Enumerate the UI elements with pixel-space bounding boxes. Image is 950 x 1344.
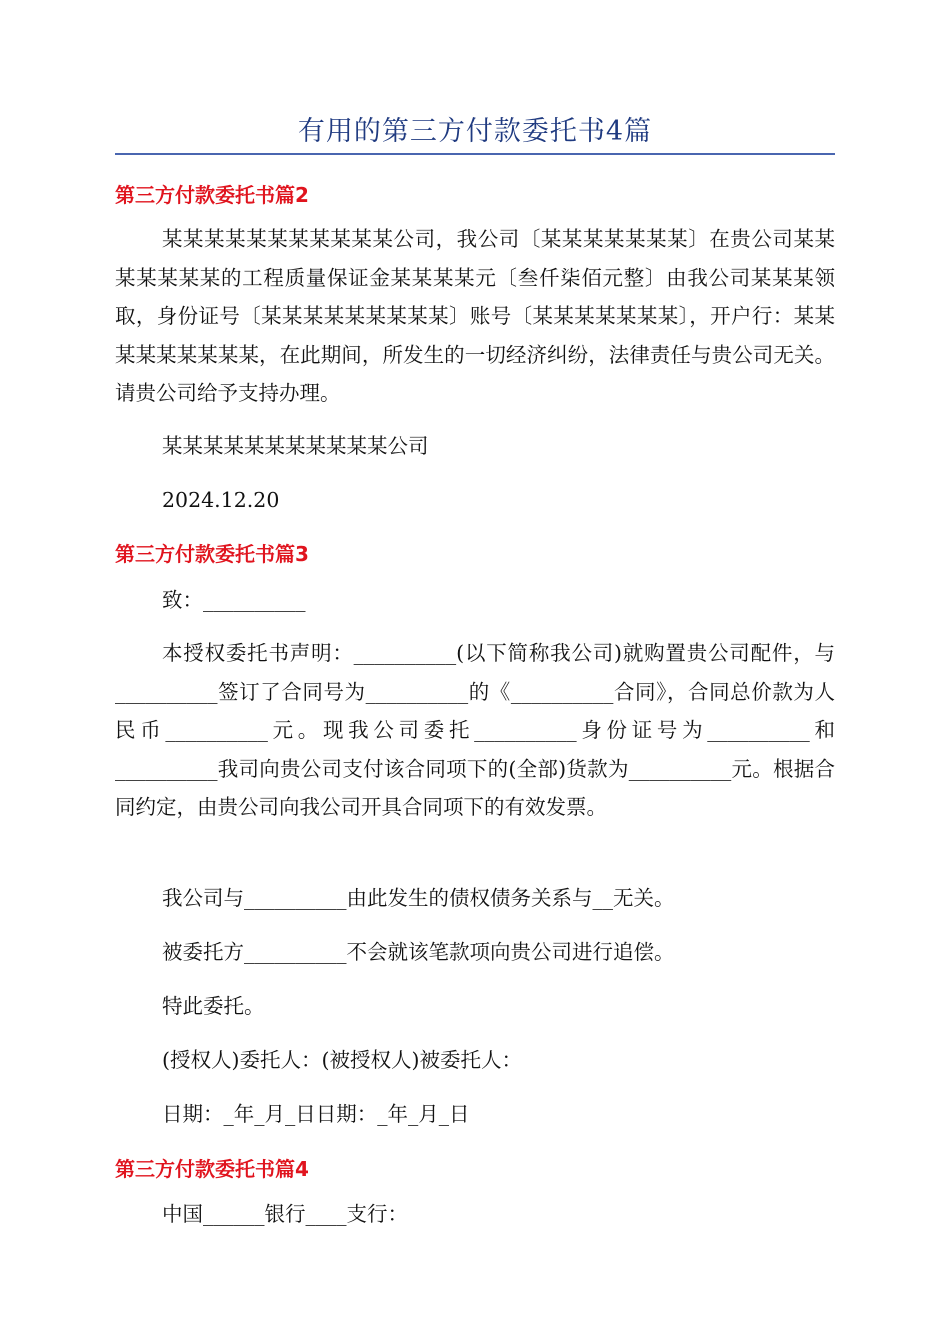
section-2-body: 某某某某某某某某某某某公司，我公司〔某某某某某某某〕在贵公司某某某某某某某的工程质量保证金某某某某元〔叁仟柒佰元整〕由我公司某某某领取，身份证号〔某某某某某某某某某〕账号〔某某某某某某某〕，开户行：某某某某某某某某某，在此期间，所发生的一切经济纠纷，法律责任与贵公司无关。请贵公司给予支持办理。 [115, 227, 835, 405]
document-title: 有用的第三方付款委托书4篇 [297, 116, 653, 147]
section-3-heading: 第三方付款委托书篇3 [115, 542, 309, 566]
section-4-heading: 第三方付款委托书篇4 [115, 1157, 309, 1181]
section-4-line-1: 中国______银行____支行： [162, 1202, 408, 1226]
section-2-date: 2024.12.20 [162, 488, 280, 512]
section-3-line-4: (授权人)委托人：(被授权人)被委托人： [162, 1048, 522, 1072]
section-2-heading: 第三方付款委托书篇2 [115, 183, 309, 207]
section-2-signature: 某某某某某某某某某某某公司 [162, 434, 429, 458]
section-3-line-1: 我公司与__________由此发生的债权债务关系与__无关。 [162, 886, 675, 910]
section-3-line-2: 被委托方__________不会就该笔款项向贵公司进行追偿。 [162, 940, 675, 964]
section-3-addressee: 致：__________ [162, 588, 306, 612]
section-3-body: 本授权委托书声明：__________(以下简称我公司)就购置贵公司配件，与__________签订了合同号为__________的《__________合同》，合同总价款为人民币__________元。现我公司委托__________身份证号为__________和__________我司向贵公司支付该合同项下的(全部)货款为__________元。根据合同约定，由贵公司向我公司开具合同项下的有效发票。 [115, 641, 835, 819]
section-3-line-5: 日期：_年_月_日日期：_年_月_日 [162, 1102, 470, 1126]
title-underline [115, 153, 835, 155]
section-3-line-3: 特此委托。 [162, 994, 265, 1018]
